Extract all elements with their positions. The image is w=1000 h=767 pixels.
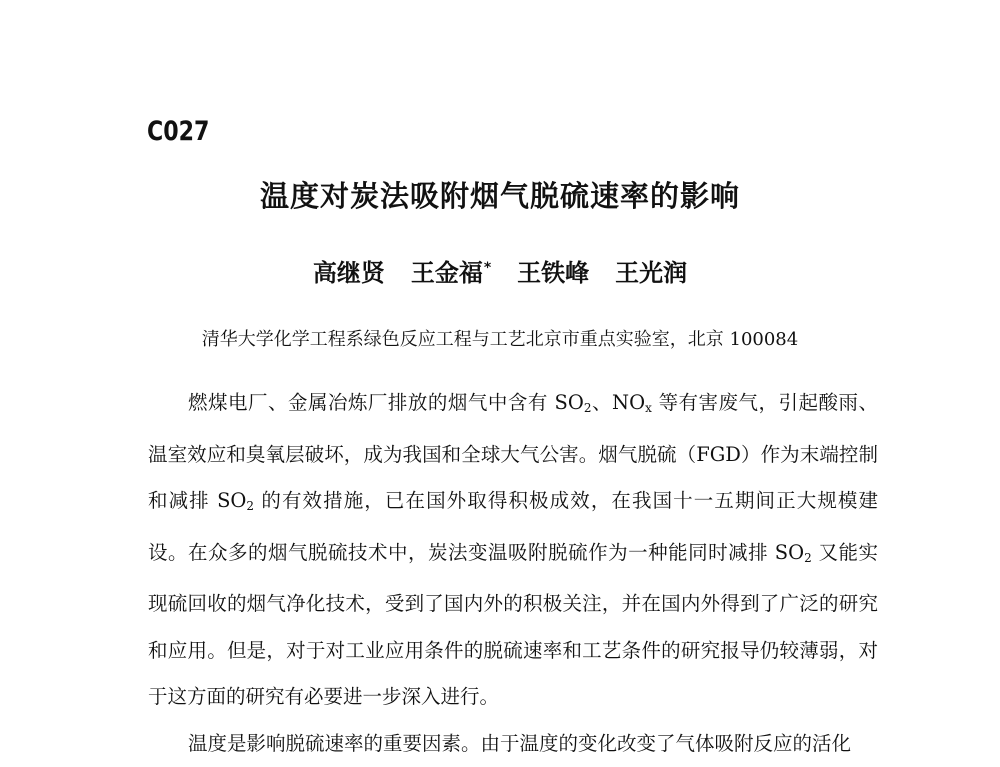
body-text — [148, 380, 878, 767]
author-name: 王光润 — [615, 253, 687, 288]
author-name: 王铁峰 — [517, 253, 589, 288]
paragraph-temperature: 温度是影响脱硫速率的重要因素。由于温度的变化改变了气体吸附反应的活化 — [148, 721, 878, 767]
paragraph-intro — [148, 380, 878, 721]
affiliation: 清华大学化学工程系绿色反应工程与工艺北京市重点实验室，北京 100084 — [0, 325, 1000, 351]
text-run: 燃煤电厂、金属冶炼厂排放的烟气中含有 SO — [188, 391, 584, 414]
subscript: x — [645, 401, 652, 415]
text-run: 的有效措施，已在国外取得积极成效，在我国十一五期间正大规模建设。在众多的烟气脱硫技术中，炭法变温吸附脱硫作为一种能同时减排 SO — [148, 489, 878, 564]
text-run: 、NO — [592, 391, 646, 414]
corresponding-mark: * — [484, 260, 491, 276]
author-name: 王金福 — [411, 259, 483, 287]
paper-code: C027 — [147, 116, 209, 147]
subscript: 2 — [584, 401, 592, 415]
text-run: 等有害废气，引起酸雨、温室效应和臭氧层破坏，成为我国和全球大气公害。烟气脱硫（FGD）作为末端控制和减排 SO — [148, 391, 878, 512]
subscript: 2 — [246, 499, 254, 513]
paper-title: 温度对炭法吸附烟气脱硫速率的影响 — [0, 174, 1000, 215]
subscript: 2 — [804, 551, 812, 565]
author-name-corresponding — [411, 253, 491, 288]
author-name: 高继贤 — [313, 253, 385, 288]
text-run: 又能实现硫回收的烟气净化技术，受到了国内外的积极关注，并在国内外得到了广泛的研究和应用。但是，对于对工业应用条件的脱硫速率和工艺条件的研究报导仍较薄弱，对于这方面的研究有必要进一步深入进行。 — [148, 541, 878, 709]
author-list — [0, 253, 1000, 288]
